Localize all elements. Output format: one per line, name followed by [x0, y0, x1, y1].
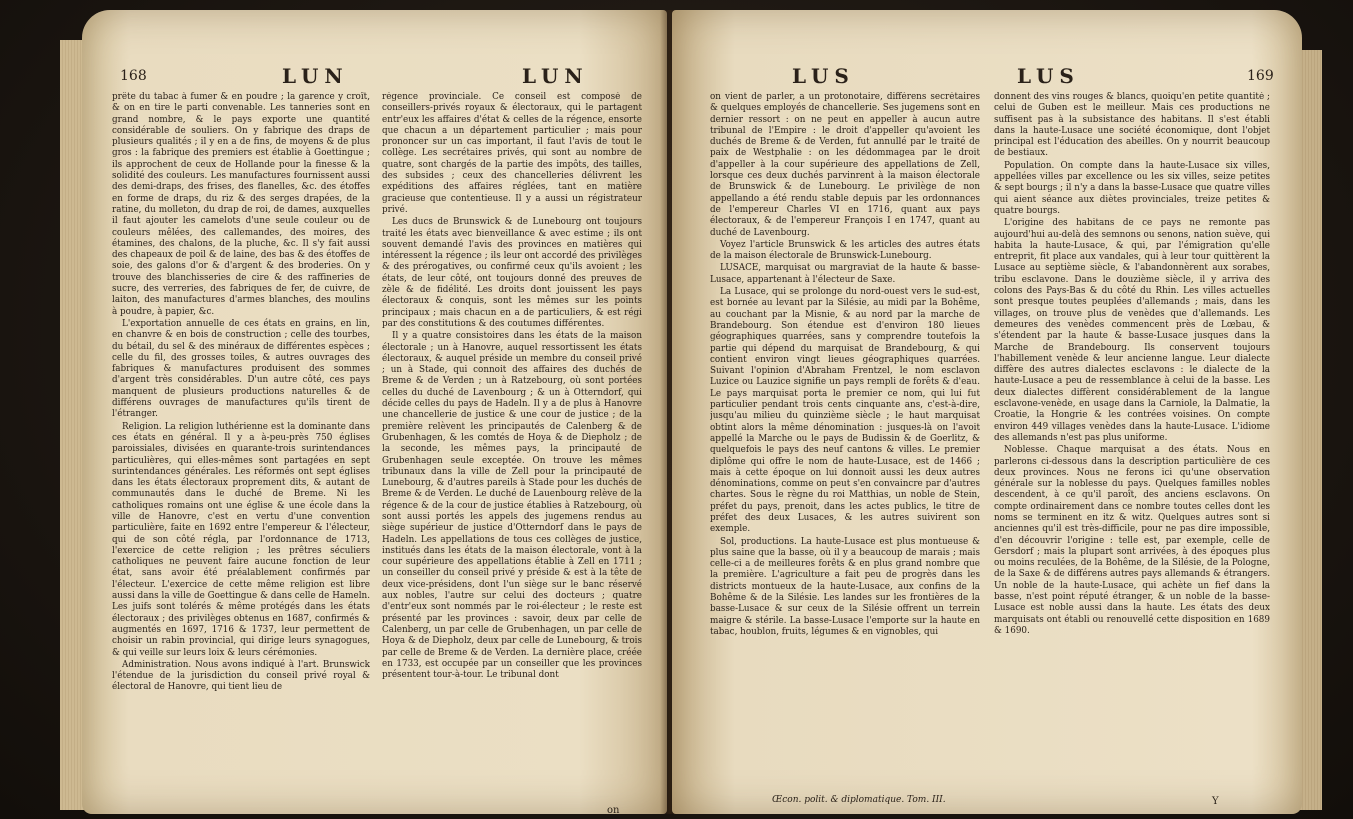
paragraph: Les ducs de Brunswick & de Lunebourg ont toujours traité les états avec bienveillance & avec estime ; ils ont souvent demandé l'avis des provinces en matières qui intéressent la régence ; ils leur ont accordé des privilèges & des prérogatives, ou confirmé ceux qu'ils avoient ; les états, de leur côté, ont toujours donné des preuves de zèle & de fidélité. Les droits dont jouissent les pays électoraux & conquis, sont les mêmes sur les points principaux ; mais chacun en a de particuliers, & est régi par des constitutions & des coutumes différentes.	[382, 217, 642, 329]
paragraph: L'origine des habitans de ce pays ne remonte pas aujourd'hui au-delà des semnons ou senons, nation suève, qui habita la haute-Lusace, & qui, par l'émigration qu'elle entreprit, fit place aux vandales, qui à leur tour quittèrent la Lusace au septième siècle, & l'abandonnèrent aux sorabes, tribu esclavone. Dans le douzième siècle, il y arriva des colons des Pays-Bas & du côté du Rhin. Les villes actuelles sont presque toutes peuplées d'allemands ; mais, dans les villages, on trouve plus de venèdes que d'allemands. Les demeures des venèdes commencent près de Lœbau, & s'étendent par la haute & basse-Lusace jusques dans la Marche de Brandebourg. Ils conservent toujours l'habillement venède & leur ancienne langue. Leur dialecte diffère des autres dialectes esclavons : le dialecte de la haute-Lusace a peu de ressemblance à celui de la basse. Les deux dialectes diffèrent considérablement de la langue esclavone-venède, en usage dans la Carniole, la Dalmatie, la Croatie, la Hongrie & les contrées voisines. On compte environ 449 villages venèdes dans la haute-Lusace. L'idiome des allemands n'est pas plus uniforme.	[994, 218, 1270, 443]
paragraph: Noblesse. Chaque marquisat a des états. Nous en parlerons ci-dessous dans la description particulière de ces deux provinces. Nous ne ferons ici qu'une observation générale sur la noblesse du pays. Quelques familles nobles descendent, à ce qu'il paroît, des anciens esclavons. On compte ordinairement dans ce nombre toutes celles dont les noms se terminent en itz & witz. Quelques autres sont si anciennes qu'il est très-difficile, pour ne pas dire impossible, d'en découvrir l'origine : telle est, par exemple, celle de Gersdorf ; mais la plupart sont arrivées, à des époques plus ou moins reculées, de la Bohême, de la Silésie, de la Pologne, de la Saxe & de différens autres pays allemands & étrangers. Un noble de la haute-Lusace, qui achète un fief dans la basse, n'est point réputé étranger, & un noble de la basse-Lusace est noble aussi dans la haute. Les états des deux marquisats ont établi ou renouvellé cette disposition en 1689 & 1690.	[994, 445, 1270, 636]
paragraph: Administration. Nous avons indiqué à l'art. Brunswick l'étendue de la jurisdiction du conseil privé royal & électoral de Hanovre, qui tient lieu de	[112, 659, 370, 693]
signature-mark: Y	[1212, 796, 1219, 807]
catchword: on	[607, 805, 620, 814]
left-page-number: 168	[120, 68, 147, 84]
left-column-1	[112, 92, 370, 804]
right-page	[672, 10, 1302, 814]
right-running-head-2: LUS	[1017, 64, 1080, 88]
paragraph: Voyez l'article Brunswick & les articles des autres états de la maison électorale de Brunswick-Lunebourg.	[710, 239, 980, 262]
paragraph: Population. On compte dans la haute-Lusace six villes, appellées villes par excellence ou les six villes, seize petites & sept bourgs ; il n'y a dans la basse-Lusace que quatre villes qui aient séance aux diètes provinciales, treize petites & quatre bourgs.	[994, 160, 1270, 216]
paragraph: LUSACE, marquisat ou margraviat de la haute & basse-Lusace, appartenant à l'électeur de Saxe.	[710, 263, 980, 285]
paragraph: régence provinciale. Ce conseil est composé de conseillers-privés royaux & électoraux, qui le partagent entr'eux les affaires d'état & celles de la régence, ensorte que chacun a un département particulier ; mais pour prononcer sur un cas important, il faut l'avis de tout le collège. Les secrétaires privés, qui sont au nombre de quatre, sont chargés de la partie des impôts, des tailles, des subsides ; ceux des chancelleries délivrent les expéditions des affaires réglées, tant en matière gracieuse que contentieuse. Il y a aussi un régistrateur privé.	[382, 92, 642, 215]
right-page-edges	[1300, 50, 1322, 810]
paragraph: L'exportation annuelle de ces états en grains, en lin, en chanvre & en bois de construction ; celle des tourbes, du bétail, du sel & des minéraux de différentes espèces ; celle du fil, des grosses toiles, & autres ouvrages des fabriques & manufactures produisent des sommes d'argent très considérables. D'un autre côté, ces pays manquent de plusieurs productions naturelles & de différens ouvrages de manufactures qu'ils tirent de l'étranger.	[112, 318, 370, 420]
paragraph: Il y a quatre consistoires dans les états de la maison électorale ; un à Hanovre, auquel ressortissent les états électoraux, & auquel préside un membre du conseil privé ; un à Stade, qui connoit des affaires des duchés de Breme & de Verden ; un à Ratzebourg, où sont portées celles du duché de Lavenbourg ; & un à Otterndorf, qui décide celles du pays de Hadeln. Il y a de plus à Hanovre une chancellerie de justice & une cour de justice ; de la première relèvent les principautés de Calenberg & de Grubenhagen, & les comtés de Hoya & de Diepholz ; de la seconde, les mêmes pays, la principauté de Grubenhagen seule exceptée. On trouve les mêmes tribunaux dans la ville de Zell pour la principauté de Lunebourg, & d'autres pareils à Stade pour les duchés de Breme & de Verden. Le duché de Lauenbourg relève de la régence & de la cour de justice établies à Ratzebourg, où sont aussi portés les appels des jugemens rendus au siège supérieur de justice d'Otterndorf dans le pays de Hadeln. Les appellations de tous ces collèges de justice, institués dans les états de la maison électorale, vont à la cour supérieure des appellations établie à Zell en 1711 ; un conseiller du conseil privé y préside & est à la tête de deux vice-présidens, dont l'un siège sur le banc réservé aux nobles, l'autre sur celui des docteurs ; quatre d'entr'eux sont nommés par le roi-électeur ; le reste est présenté par les provinces : savoir, deux par celle de Calenberg, un par celle de Grubenhagen, un par celle de Hoya & de Diepholz, deux par celle de Lunebourg, & trois par celle de Breme & de Verden. La dernière place, créée en 1733, est occupée par un conseiller que les provinces présentent tour-à-tour. Le tribunal dont	[382, 331, 642, 681]
paragraph: Sol, productions. La haute-Lusace est plus montueuse & plus saine que la basse, où il y a beaucoup de marais ; mais celle-ci a de meilleures forêts & en plus grand nombre que la première. L'agriculture a fait peu de progrès dans les districts montueux de la haute-Lusace, aux confins de la Bohême & de la Silésie. Les landes sur les frontières de la basse-Lusace & sur ceux de la Silésie offrent un terrein maigre & stérile. La basse-Lusace l'emporte sur la haute en tabac, houblon, fruits, légumes & en vignobles, qui	[710, 536, 980, 637]
left-running-head-2: LUN	[522, 64, 589, 88]
left-page	[82, 10, 667, 814]
left-page-edges	[60, 40, 84, 810]
right-column-2	[994, 92, 1270, 792]
paragraph: donnent des vins rouges & blancs, quoiqu'en petite quantité ; celui de Guben est le meilleur. Mais ces productions ne suffisent pas à la subsistance des habitans. Il s'est établi dans la haute-Lusace une société économique, dont l'objet principal est l'éducation des abeilles. On y nourrit beaucoup de bestiaux.	[994, 92, 1270, 159]
paragraph: on vient de parler, a un protonotaire, différens secrétaires & quelques employés de chancellerie. Ses jugemens sont en dernier ressort : on ne peut en appeller à aucun autre tribunal de l'Empire : le droit d'appeller qu'avoient les duchés de Breme & de Verden, fut annullé par le traité de paix de Westphalie : on les dédommagea par le droit d'appeller à la cour supérieure des appellations de Zell, lorsque ces deux duchés parvinrent à la maison électorale de Brunswick & de Lunebourg. Le privilège de non appellando a été rendu stable depuis par les ordonnances de l'empereur Charles VI en 1716, quant aux pays électoraux, & de l'empereur François I en 1747, quant au duché de Lavenbourg.	[710, 92, 980, 238]
left-running-head-1: LUN	[282, 64, 349, 88]
paragraph: La Lusace, qui se prolonge du nord-ouest vers le sud-est, est bornée au levant par la Silésie, au midi par la Bohême, au couchant par la Misnie, & au nord par la marche de Brandebourg. Son étendue est d'environ 180 lieues géographiques quarrées, sans y comprendre toutefois la partie qui dépend du marquisat de Brandebourg, & qui contient environ vingt lieues géographiques quarrées. Suivant l'opinion d'Abraham Frentzel, le nom esclavon Luzice ou Lauzice signifie un pays rempli de forêts & d'eau. Le pays marquisat porta le premier ce nom, qui lui fut particulier pendant trois cents cinquante ans, c'est-à-dire, jusqu'au milieu du quinzième siècle ; le haut marquisat obtint alors la même dénomination : jusques-là on l'avoit appellé la Marche ou le pays de Budissin & de Goerlitz, & quelquefois le pays des neuf cantons & villes. Le premier diplôme qui offre le nom de haute-Lusace, est de 1466 ; mais à cette époque on lui donnoit aussi les deux autres dénominations, comme on peut s'en convaincre par d'autres chartes. Sous le règne du roi Matthias, un noble de Stein, préfet du pays, prenoit, dans les actes publics, le titre de préfet des deux Lusaces, & les autres suivirent son exemple.	[710, 287, 980, 535]
left-column-2	[382, 92, 642, 804]
right-page-number: 169	[1247, 68, 1274, 84]
paragraph: prête du tabac à fumer & en poudre ; la garence y croît, & on en tire le parti convenable. Les tanneries sont en grand nombre, & le pays exporte une quantité considérable de souliers. On y fabrique des draps de plusieurs qualités ; il y en a de fins, de moyens & de plus gros : la fabrique des premiers est établie à Goettingue ; ils approchent de ceux de Hollande pour la finesse & la solidité des couleurs. Les manufactures fournissent aussi des demi-draps, des frises, des flanelles, &c. des étoffes en forme de draps, du riz & des serges drapées, de la ratine, du molleton, du drap de roi, de dames, auxquelles il faut ajouter les camelots d'une seule couleur ou de couleurs mêlées, des callemandes, des moires, des étamines, des chalons, de la pluche, &c. Il s'y fait aussi des chapeaux de poil & de laine, des bas & des étoffes de soie, des galons d'or & d'argent & des broderies. On y trouve des blanchisseries de cire & des raffineries de sucre, des verreries, des fabriques de fer, de cuivre, de laiton, des manufactures d'armes blanches, des moulins à poudre, à papier, &c.	[112, 92, 370, 317]
footer-title: Œcon. polit. & diplomatique. Tom. III.	[772, 795, 946, 805]
paragraph: Religion. La religion luthérienne est la dominante dans ces états en général. Il y a à-peu-près 750 églises paroissiales, divisées en quarante-trois surintendances particulières, qui elles-mêmes sont partagées en sept surintendances générales. Les réformés ont sept églises dans les états électoraux proprement dits, & autant de communautés dans le duché de Breme. Ni les catholiques romains ont une église & une école dans la ville de Hanovre, c'est en vertu d'une convention particulière, faite en 1692 entre l'empereur & l'électeur, qui de son côté régla, par l'ordonnance de 1713, l'exercice de cette religion ; les prêtres séculiers catholiques ne peuvent faire aucune fonction de leur état, sans avoir été préalablement confirmés par l'électeur. L'exercice de cette même religion est libre aussi dans la ville de Goettingue & dans celle de Hameln. Les juifs sont tolérés & même protégés dans les états électoraux ; des privilèges obtenus en 1687, confirmés & augmentés en 1697, 1716 & 1737, leur permettent de choisir un rabin provincial, qui dirige leurs synagogues, & qui veille sur leurs loix & leurs cérémonies.	[112, 421, 370, 658]
right-running-head-1: LUS	[792, 64, 855, 88]
right-column-1	[710, 92, 980, 792]
